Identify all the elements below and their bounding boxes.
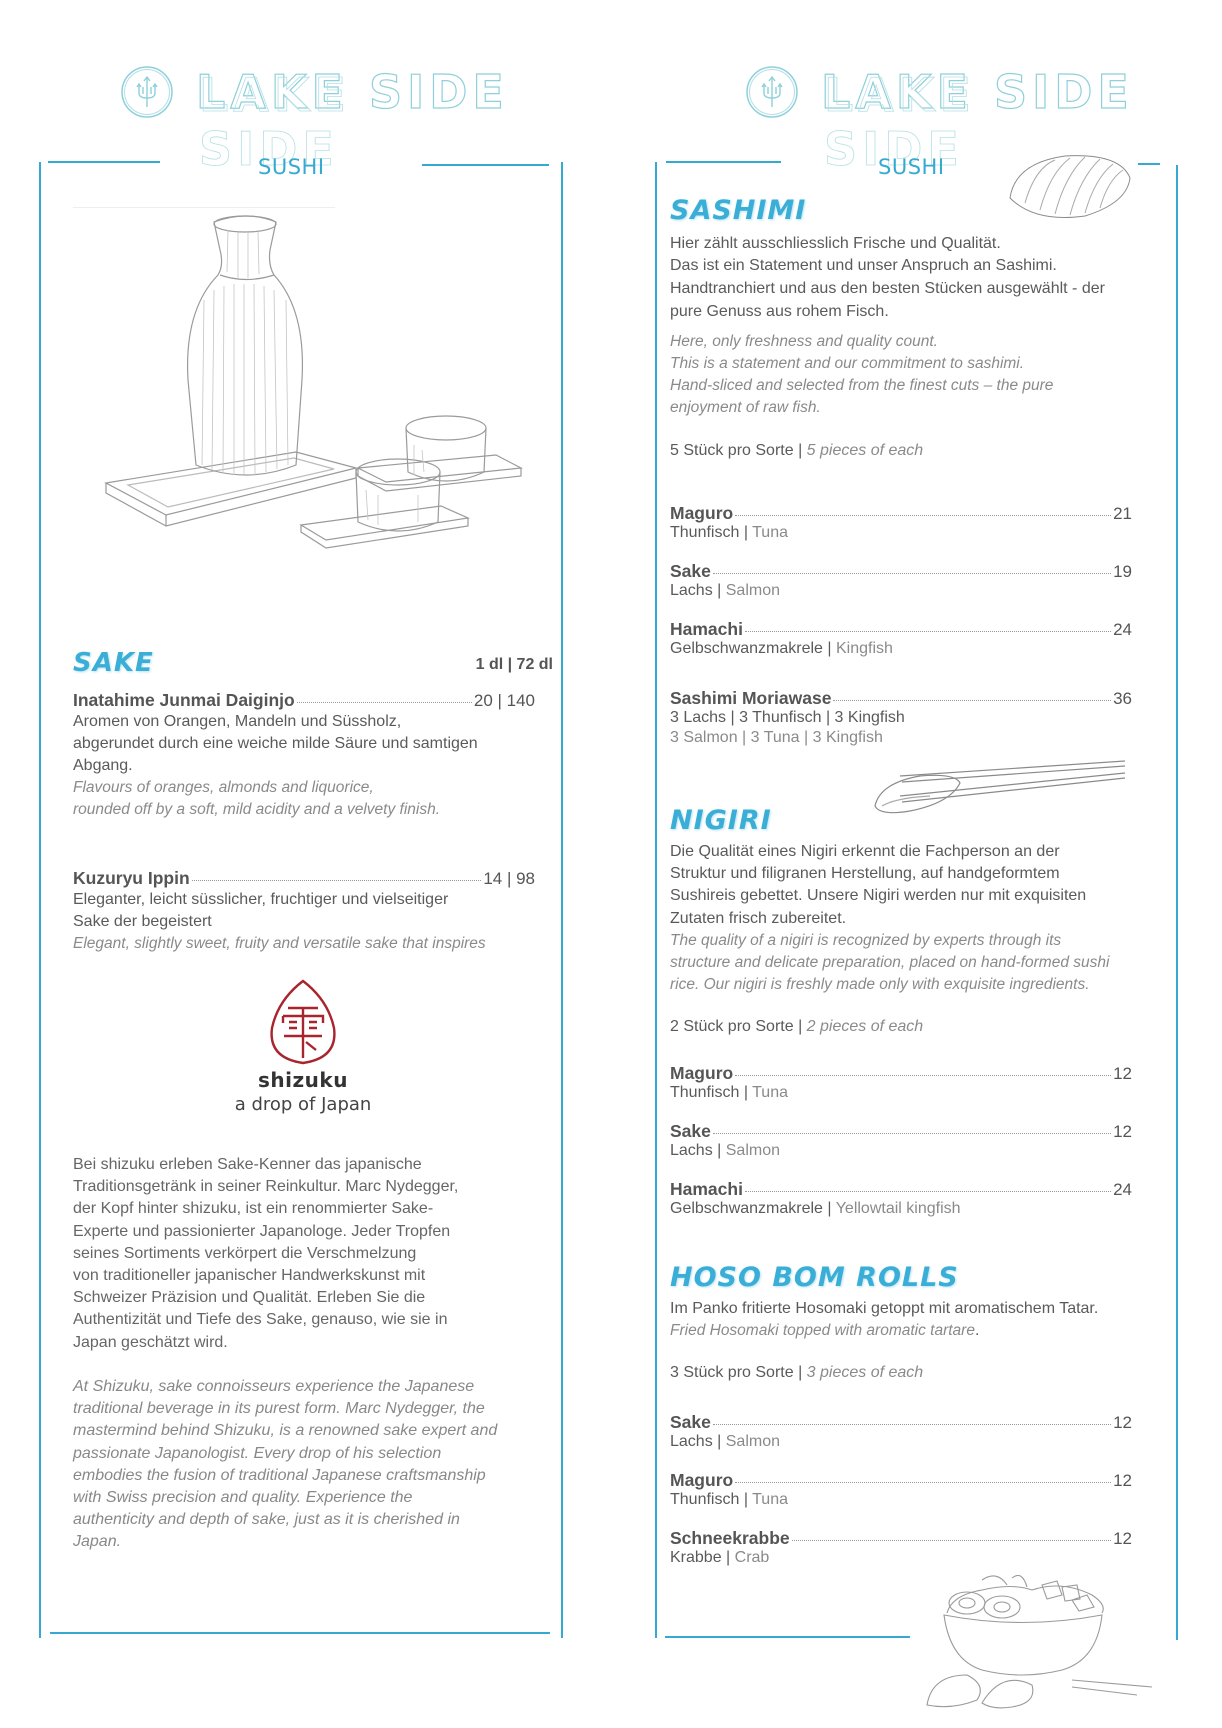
shizuku-description-en <box>73 1376 543 1554</box>
text-line: with Swiss precision and quality. Experience the <box>73 1489 413 1507</box>
item-price: 21 <box>1113 504 1132 523</box>
item-sub-en: Yellowtail kingfish <box>835 1200 961 1217</box>
portion-de: 5 Stück pro Sorte | <box>670 441 807 459</box>
frame-left-side-left <box>39 162 41 1638</box>
text-line: Schweizer Präzision und Qualität. Erleben Sie die <box>73 1289 426 1307</box>
item-price: 12 <box>1113 1471 1132 1490</box>
sake-title: SAKE <box>73 648 154 678</box>
frame-right-bottom-rule <box>665 1636 910 1638</box>
section-label-left: SUSHI <box>258 155 325 179</box>
intro-en-line: Hand-sliced and selected from the finest cuts – the pure <box>670 377 1054 395</box>
intro-en-line: The quality of a nigiri is recognized by experts through its <box>670 931 1062 949</box>
item-name: Maguro <box>670 1470 734 1490</box>
item-sub-de: Thunfisch | <box>670 1491 753 1508</box>
item-name: Sake <box>670 1121 711 1141</box>
hoso-title: HOSO BOM ROLLS <box>670 1262 959 1293</box>
dot-leader <box>745 1191 1111 1192</box>
item-price: 12 <box>1113 1529 1132 1548</box>
item-name: Hamachi <box>670 619 743 639</box>
intro-de-line: Sushireis gebettet. Unsere Nigiri werden nur mit exquisiten <box>670 887 1087 905</box>
item-desc-de-line: Eleganter, leicht süsslicher, fruchtiger und vielseitiger <box>73 891 449 908</box>
item-sub-en: Salmon <box>725 1142 780 1159</box>
item-desc-de-line: abgerundet durch eine weiche milde Säure und samtigen <box>73 735 478 752</box>
sashimi-menu-item <box>670 561 1132 600</box>
intro-de-line: Das ist ein Statement und unser Anspruch an Sashimi. <box>670 257 1057 275</box>
item-name: Sake <box>670 1412 711 1432</box>
dot-leader <box>297 702 472 703</box>
portion-en: 2 pieces of each <box>806 1018 924 1036</box>
hoso-menu-item <box>670 1470 1132 1509</box>
divider <box>73 207 335 208</box>
item-name: Inatahime Junmai Daiginjo <box>73 690 295 710</box>
dot-leader <box>792 1540 1111 1541</box>
frame-right-side-left <box>655 162 657 1638</box>
frame-right-side-right <box>1176 165 1178 1640</box>
dot-leader <box>745 631 1111 632</box>
item-price: 12 <box>1113 1122 1132 1141</box>
sashimi-menu-item <box>670 503 1132 542</box>
item-desc-de-line: Abgang. <box>73 757 133 774</box>
item-sub-de: Thunfisch | <box>670 1084 753 1101</box>
item-desc-en-line: rounded off by a soft, mild acidity and a velvety finish. <box>73 801 441 818</box>
text-line: At Shizuku, sake connoisseurs experience the Japanese <box>73 1378 475 1395</box>
trident-icon <box>745 65 799 119</box>
item-price: 19 <box>1113 562 1132 581</box>
brand-logo-right <box>745 62 1134 122</box>
sashimi-section <box>670 195 1165 460</box>
frame-right-top-rule-1 <box>666 161 781 163</box>
sake-column-header: 1 dl | 72 dl <box>475 656 553 673</box>
text-line: Authentizität und Tiefe des Sake, genauso, wie sie in <box>73 1311 448 1329</box>
portion-info <box>670 1364 1165 1382</box>
nigiri-menu-item <box>670 1121 1132 1160</box>
nigiri-section <box>670 805 1165 1036</box>
item-sub-de: Krabbe | <box>670 1549 735 1566</box>
intro-en-line: structure and delicate preparation, placed on hand-formed sushi <box>670 954 1110 972</box>
brand-logo-left <box>120 62 509 122</box>
item-desc-de-line: Aromen von Orangen, Mandeln und Süssholz, <box>73 713 402 730</box>
hoso-bom-rolls-section <box>670 1262 1165 1382</box>
text-line: Japan geschätzt wird. <box>73 1333 228 1351</box>
brand-name: LAKE SIDE LAKE SIDE <box>821 65 1134 119</box>
dot-leader <box>833 700 1111 701</box>
item-sub-en: Tuna <box>752 524 788 541</box>
shizuku-name: shizuku <box>258 1068 348 1092</box>
shizuku-description-de <box>73 1154 543 1354</box>
item-price: 36 <box>1113 689 1132 708</box>
dot-leader <box>713 1424 1111 1425</box>
item-name: Maguro <box>670 1063 734 1083</box>
nigiri-menu-item <box>670 1179 1132 1218</box>
intro-de-line: Hier zählt ausschliesslich Frische und Qualität. <box>670 235 1001 252</box>
poke-bowl-illustration <box>922 1575 1162 1715</box>
shizuku-drop-icon <box>266 978 340 1066</box>
item-name: Kuzuryu Ippin <box>73 868 190 888</box>
sashimi-title: SASHIMI <box>670 195 807 226</box>
text-line: passionate Japanologist. Every drop of his selection <box>73 1444 442 1462</box>
intro-de-line: pure Genuss aus rohem Fisch. <box>670 302 889 320</box>
intro-de-line: Handtranchiert und aus den besten Stücken ausgewählt - der <box>670 280 1105 298</box>
text-line: Experte und passionierter Japanologe. Jeder Tropfen <box>73 1222 451 1240</box>
portion-de: 2 Stück pro Sorte | <box>670 1018 807 1036</box>
text-line: authenticity and depth of sake, just as it is cherished in <box>73 1511 460 1529</box>
item-name: Sashimi Moriawase <box>670 688 832 708</box>
item-desc-de-line: Sake der begeistert <box>73 913 212 930</box>
text-line: von traditioneller japanischer Handwerkskunst mit <box>73 1267 426 1285</box>
sake-set-illustration <box>96 210 536 580</box>
text-line: embodies the fusion of traditional Japanese craftsmanship <box>73 1466 486 1484</box>
sake-menu-item <box>73 690 535 821</box>
intro-de-line: Im Panko fritierte Hosomaki getoppt mit aromatischem Tatar. <box>670 1300 1099 1317</box>
frame-left-side-right <box>561 162 563 1638</box>
hoso-menu-item <box>670 1528 1132 1567</box>
item-sub-en: Salmon <box>725 1433 780 1450</box>
item-sub-en: Crab <box>734 1549 770 1566</box>
frame-left-bottom-rule <box>50 1632 550 1634</box>
intro-en-line: Here, only freshness and quality count. <box>670 332 938 350</box>
dot-leader <box>735 1482 1111 1483</box>
item-sub-de: Gelbschwanzmakrele | <box>670 640 836 657</box>
sake-menu-item <box>73 868 535 955</box>
text-line: Japan. <box>73 1533 122 1551</box>
item-sub-en: 3 Salmon | 3 Tuna | 3 Kingfish <box>670 729 883 746</box>
item-sub-de: Lachs | <box>670 582 726 599</box>
dot-leader <box>735 515 1111 516</box>
item-price: 20 | 140 <box>473 691 535 710</box>
shizuku-tagline: a drop of Japan <box>234 1094 372 1115</box>
item-price: 24 <box>1113 1180 1132 1199</box>
item-price: 12 <box>1113 1064 1132 1083</box>
text-line: traditional beverage in its purest form. Marc Nydegger, the <box>73 1400 485 1418</box>
frame-right-top-rule-2 <box>1138 163 1160 165</box>
item-sub-de: Lachs | <box>670 1142 726 1159</box>
intro-de-line: Die Qualität eines Nigiri erkennt die Fachperson an der <box>670 843 1060 860</box>
item-sub-de: Gelbschwanzmakrele | <box>670 1200 836 1217</box>
text-line: seines Sortiments verkörpert die Verschmelzung <box>73 1244 417 1262</box>
intro-en-line: rice. Our nigiri is freshly made only with exquisite ingredients. <box>670 976 1090 994</box>
item-sub-en: Tuna <box>752 1084 788 1101</box>
text-line: mastermind behind Shizuku, is a renowned sake expert and <box>73 1422 498 1440</box>
item-name: Sake <box>670 561 711 581</box>
section-label-right: SUSHI <box>878 155 945 179</box>
item-name: Maguro <box>670 503 734 523</box>
item-sub-de: Thunfisch | <box>670 524 753 541</box>
portion-de: 3 Stück pro Sorte | <box>670 1364 807 1382</box>
item-price: 12 <box>1113 1413 1132 1432</box>
dot-leader <box>192 880 482 881</box>
hoso-menu-item <box>670 1412 1132 1451</box>
item-sub-de: 3 Lachs | 3 Thunfisch | 3 Kingfish <box>670 709 905 726</box>
sashimi-menu-item <box>670 619 1132 658</box>
intro-en-line: enjoyment of raw fish. <box>670 399 821 417</box>
text-line: Bei shizuku erleben Sake-Kenner das japanische <box>73 1156 422 1173</box>
dot-leader <box>713 573 1111 574</box>
dot-leader <box>713 1133 1111 1134</box>
dot-leader <box>735 1075 1111 1076</box>
intro-en-line: Fried Hosomaki topped with aromatic tartare <box>670 1322 975 1340</box>
frame-left-top-rule-1 <box>48 161 160 163</box>
sake-section-header <box>73 648 553 678</box>
brand-name: LAKE SIDE LAKE SIDE <box>196 65 509 119</box>
item-sub-de: Lachs | <box>670 1433 726 1450</box>
item-name: Schneekrabbe <box>670 1528 790 1548</box>
item-desc-en-line: Flavours of oranges, almonds and liquorice, <box>73 779 374 796</box>
item-price: 14 | 98 <box>483 869 535 888</box>
portion-en: 5 pieces of each <box>806 441 924 459</box>
nigiri-title: NIGIRI <box>670 805 772 836</box>
item-desc-en-line: Elegant, slightly sweet, fruity and versatile sake that inspires <box>73 935 486 952</box>
item-sub-en: Salmon <box>725 582 780 599</box>
item-name: Hamachi <box>670 1179 743 1199</box>
portion-en: 3 pieces of each <box>806 1364 924 1382</box>
intro-en-line: This is a statement and our commitment to sashimi. <box>670 355 1025 373</box>
item-sub-en: Kingfish <box>836 640 893 657</box>
intro-de-line: Struktur und filigranen Herstellung, auf handgeformtem <box>670 865 1060 883</box>
shizuku-logo <box>223 978 383 1115</box>
portion-info <box>670 1018 1165 1036</box>
portion-info <box>670 442 1165 460</box>
intro-en-period: . <box>974 1322 980 1340</box>
item-sub-en: Tuna <box>752 1491 788 1508</box>
frame-left-top-rule-2 <box>422 164 549 166</box>
text-line: der Kopf hinter shizuku, ist ein renommierter Sake- <box>73 1200 434 1218</box>
text-line: Traditionsgetränk in seiner Reinkultur. Marc Nydegger, <box>73 1178 459 1196</box>
nigiri-menu-item <box>670 1063 1132 1102</box>
sashimi-menu-item <box>670 688 1132 749</box>
intro-de-line: Zutaten frisch zubereitet. <box>670 909 847 927</box>
item-price: 24 <box>1113 620 1132 639</box>
trident-icon <box>120 65 174 119</box>
